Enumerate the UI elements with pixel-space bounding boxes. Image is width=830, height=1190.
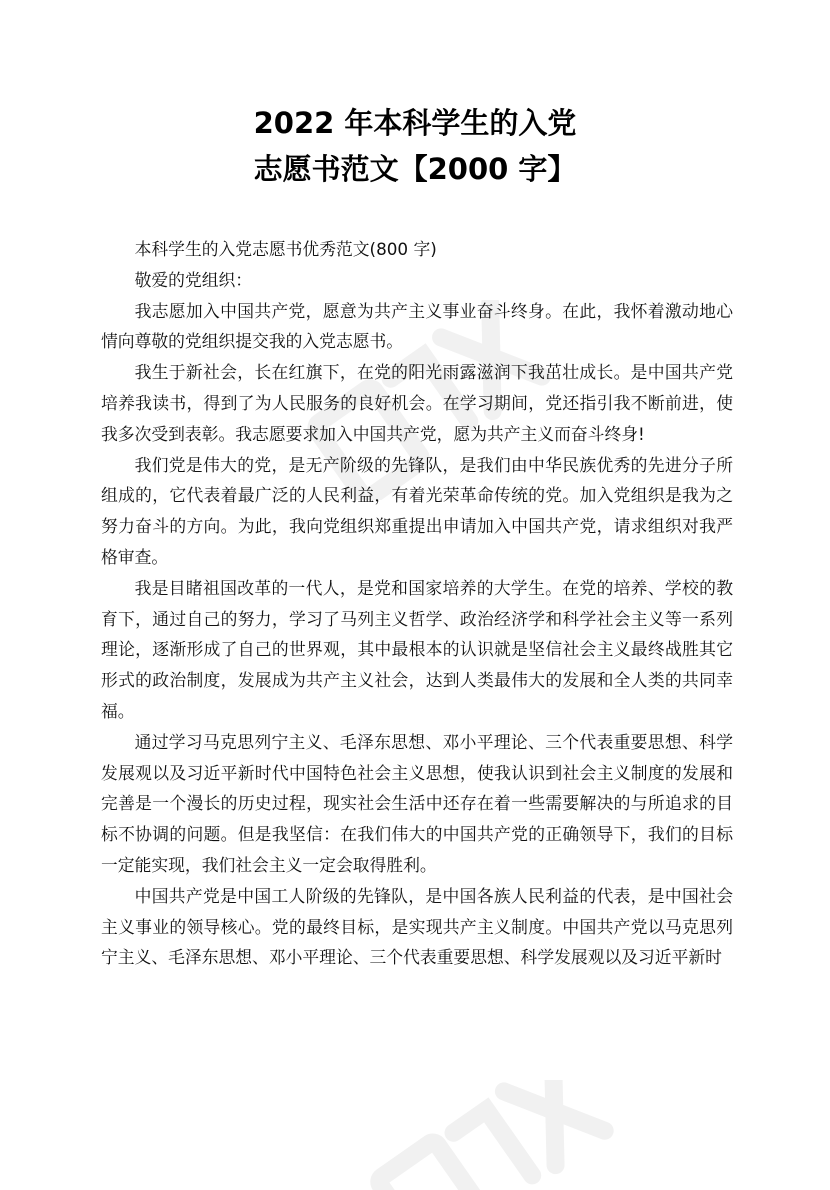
paragraph: 我志愿加入中国共产党，愿意为共产主义事业奋斗终身。在此，我怀着激动地心情向尊敬的党组织提交我的入党志愿书。 xyxy=(101,300,733,352)
title-line-1: 2022 年本科学生的入党 xyxy=(253,106,577,140)
title-line-2: 志愿书范文【2000 字】 xyxy=(253,152,577,186)
paragraph: 通过学习马克思列宁主义、毛泽东思想、邓小平理论、三个代表重要思想、科学发展观以及习近平新时代中国特色社会主义思想，使我认识到社会主义制度的发展和完善是一个漫长的历史过程，现实社会生活中还存在着一些需要解决的与所追求的目标不协调的问题。但是我坚信：在我们伟大的中国共产党的正确领导下，我们的目标一定能实现，我们社会主义一定会取得胜利。 xyxy=(101,731,733,875)
document-body xyxy=(101,234,733,973)
paragraph: 我生于新社会，长在红旗下，在党的阳光雨露滋润下我茁壮成长。是中国共产党培养我读书，得到了为人民服务的良好机会。在学习期间，党还指引我不断前进，使我多次受到表彰。我志愿要求加入中国共产党，愿为共产主义而奋斗终身! xyxy=(101,362,733,444)
paragraph-salutation: 敬爱的党组织： xyxy=(134,269,253,290)
document-title xyxy=(0,100,830,192)
paragraph: 我是目睹祖国改革的一代人，是党和国家培养的大学生。在党的培养、学校的教育下，通过自己的努力，学习了马列主义哲学、政治经济学和科学社会主义等一系列理论，逐渐形成了自己的世界观，其中最根本的认识就是坚信社会主义最终战胜其它形式的政治制度，发展成为共产主义社会，达到人类最伟大的发展和全人类的共同幸福。 xyxy=(101,577,733,721)
paragraph-subtitle: 本科学生的入党志愿书优秀范文(800 字) xyxy=(134,239,437,259)
paragraph: 我们党是伟大的党，是无产阶级的先锋队，是我们由中华民族优秀的先进分子所组成的，它代表着最广泛的人民利益，有着光荣革命传统的党。加入党组织是我为之努力奋斗的方向。为此，我向党组织郑重提出申请加入中国共产党，请求组织对我严格审查。 xyxy=(101,454,733,567)
paragraph: 中国共产党是中国工人阶级的先锋队，是中国各族人民利益的代表，是中国社会主义事业的领导核心。党的最终目标，是实现共产主义制度。中国共产党以马克思列宁主义、毛泽东思想、邓小平理论、三个代表重要思想、科学发展观以及习近平新时 xyxy=(101,885,733,968)
